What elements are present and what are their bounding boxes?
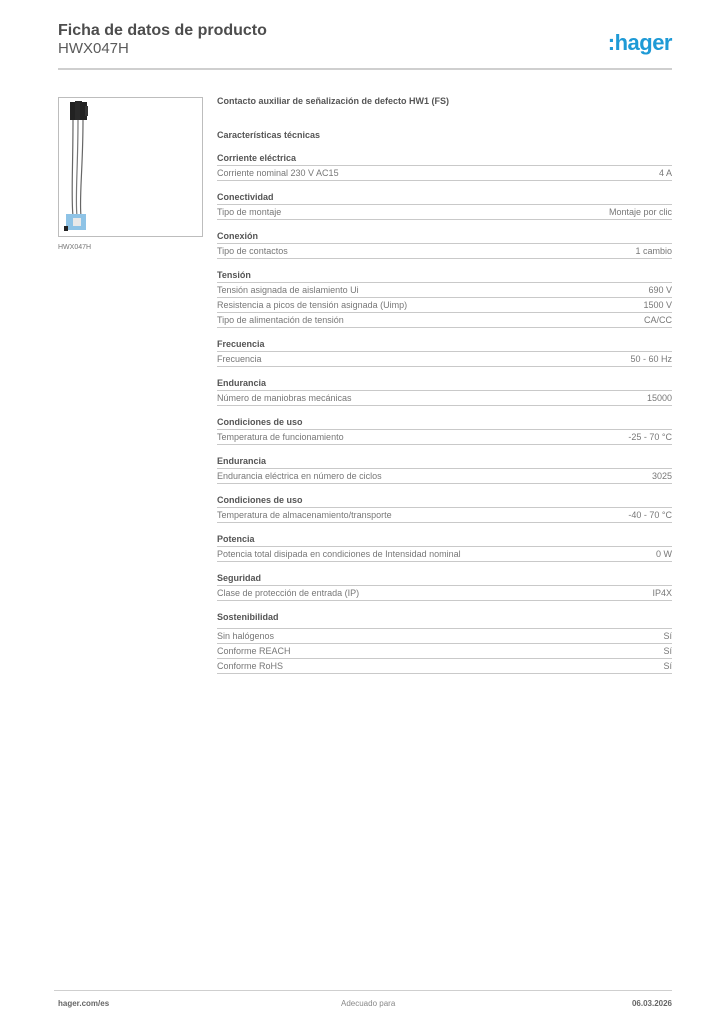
spec-group-endurancia-mecanica <box>217 377 672 406</box>
spec-value: CA/CC <box>643 315 672 325</box>
spec-row <box>217 586 672 601</box>
spec-value: 1500 V <box>643 300 672 310</box>
footer-center-text: Adecuado para <box>341 999 396 1008</box>
group-title: Frecuencia <box>217 338 672 352</box>
spec-value: Montaje por clic <box>608 207 672 217</box>
spec-value: 3025 <box>651 471 672 481</box>
hager-logo: :hager <box>607 30 672 55</box>
spec-group-sostenibilidad <box>217 611 672 674</box>
spec-label: Tipo de contactos <box>217 246 288 256</box>
group-title: Tensión <box>217 269 672 283</box>
spec-value: -40 - 70 °C <box>628 510 672 520</box>
spec-value: 690 V <box>648 285 672 295</box>
group-title: Endurancia <box>217 377 672 391</box>
spec-row <box>217 244 672 259</box>
spec-row <box>217 205 672 220</box>
spec-label: Frecuencia <box>217 354 262 364</box>
spec-row <box>217 659 672 674</box>
footer-website-link[interactable]: hager.com/es <box>58 999 110 1008</box>
spec-label: Conforme RoHS <box>217 661 284 671</box>
spec-row <box>217 352 672 367</box>
spec-label: Conforme REACH <box>217 646 291 656</box>
spec-value: IP4X <box>652 588 672 598</box>
header-divider <box>58 68 672 70</box>
spec-value: 4 A <box>658 168 672 178</box>
group-title: Conexión <box>217 230 672 244</box>
spec-label: Temperatura de almacenamiento/transporte <box>217 510 392 520</box>
product-code: HWX047H <box>58 40 129 57</box>
page-header <box>58 22 672 70</box>
group-title: Potencia <box>217 533 672 547</box>
spec-group-potencia <box>217 533 672 562</box>
group-title: Condiciones de uso <box>217 494 672 508</box>
product-image <box>58 97 203 237</box>
spec-label: Temperatura de funcionamiento <box>217 432 344 442</box>
document-title: Ficha de datos de producto <box>58 22 267 39</box>
spec-group-seguridad <box>217 572 672 601</box>
spec-row <box>217 298 672 313</box>
spec-label: Tipo de montaje <box>217 207 282 217</box>
spec-group-condiciones-almacenamiento <box>217 494 672 523</box>
spec-label: Tensión asignada de aislamiento Ui <box>217 285 359 295</box>
spec-label: Resistencia a picos de tensión asignada (Uimp) <box>217 300 408 310</box>
spec-label: Endurancia eléctrica en número de ciclos <box>217 471 382 481</box>
image-caption: HWX047H <box>58 244 92 251</box>
section-title: Características técnicas <box>217 130 321 140</box>
auxiliary-contact-product-image-icon <box>59 98 202 236</box>
spec-row <box>217 430 672 445</box>
spec-value: Sí <box>663 646 672 656</box>
spec-row <box>217 313 672 328</box>
spec-group-conexion <box>217 230 672 259</box>
group-title: Endurancia <box>217 455 672 469</box>
spec-value: Sí <box>663 661 672 671</box>
spec-row <box>217 283 672 298</box>
group-title: Condiciones de uso <box>217 416 672 430</box>
spec-row <box>217 629 672 644</box>
spec-label: Sin halógenos <box>217 631 275 641</box>
spec-group-condiciones-funcionamiento <box>217 416 672 445</box>
spec-value: 1 cambio <box>635 246 672 256</box>
spec-value: Sí <box>663 631 672 641</box>
spec-row <box>217 644 672 659</box>
group-title: Seguridad <box>217 572 672 586</box>
footer-divider <box>54 990 672 991</box>
group-title: Conectividad <box>217 191 672 205</box>
spec-value: -25 - 70 °C <box>628 432 672 442</box>
spec-row <box>217 547 672 562</box>
spec-label: Tipo de alimentación de tensión <box>217 315 344 325</box>
specifications <box>217 96 672 674</box>
spec-group-endurancia-electrica <box>217 455 672 484</box>
product-name: Contacto auxiliar de señalización de defecto HW1 (FS) <box>217 96 450 106</box>
spec-label: Potencia total disipada en condiciones de Intensidad nominal <box>217 549 461 559</box>
spec-label: Corriente nominal 230 V AC15 <box>217 168 339 178</box>
spec-label: Número de maniobras mecánicas <box>217 393 352 403</box>
spec-label: Clase de protección de entrada (IP) <box>217 588 360 598</box>
group-title: Corriente eléctrica <box>217 152 672 166</box>
spec-group-tension <box>217 269 672 328</box>
spec-value: 15000 <box>646 393 672 403</box>
spec-group-frecuencia <box>217 338 672 367</box>
footer-date: 06.03.2026 <box>631 999 672 1008</box>
spec-group-corriente <box>217 152 672 181</box>
spec-group-conectividad <box>217 191 672 220</box>
spec-value: 50 - 60 Hz <box>630 354 672 364</box>
spec-value: 0 W <box>655 549 672 559</box>
spec-row <box>217 469 672 484</box>
group-title: Sostenibilidad <box>217 611 672 629</box>
spec-row <box>217 166 672 181</box>
spec-row <box>217 508 672 523</box>
spec-row <box>217 391 672 406</box>
